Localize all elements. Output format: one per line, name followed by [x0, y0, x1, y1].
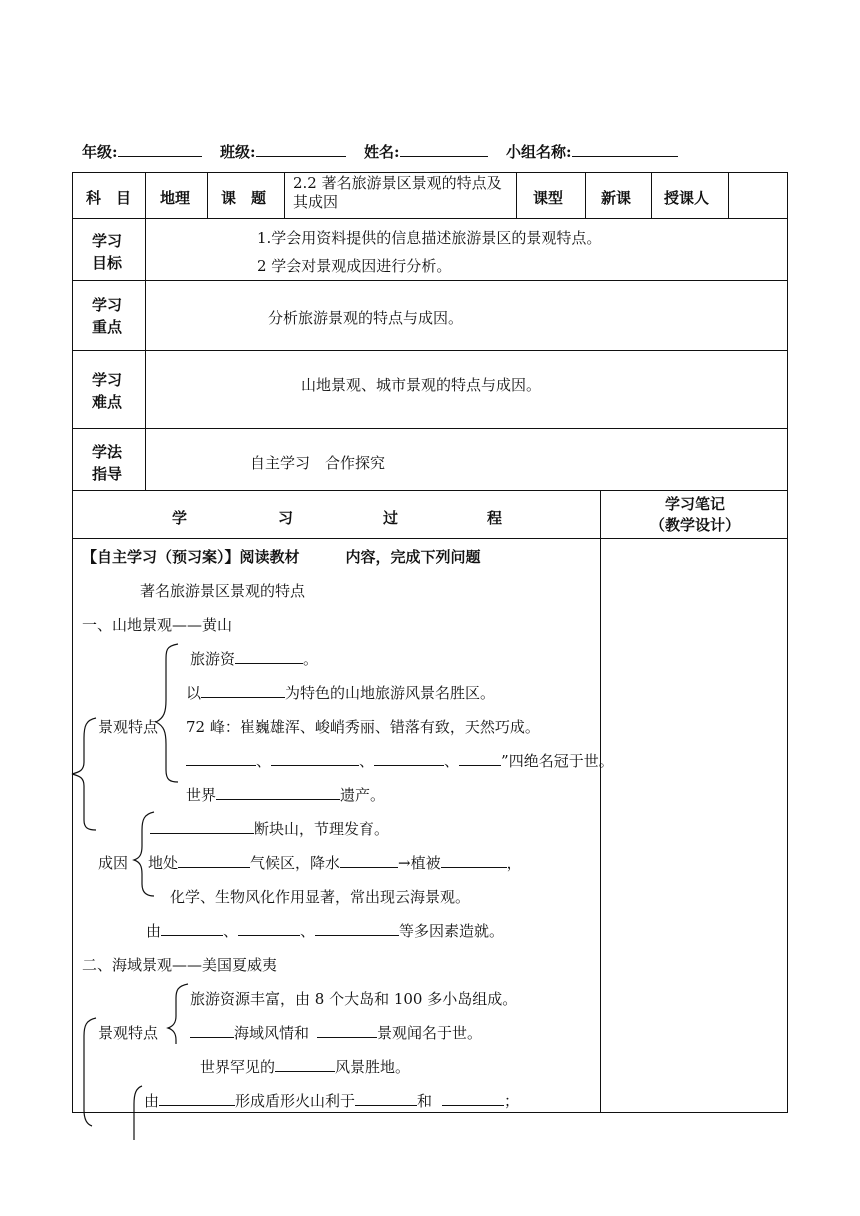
s1-summary-sep1: 、: [223, 922, 239, 940]
process-header-3: 过: [383, 509, 399, 527]
group-label: 小组名称:: [506, 143, 572, 161]
s1-cause2-d: ，: [506, 854, 522, 872]
brace-s1-features: [156, 644, 178, 782]
s1-summary-a: 由: [146, 922, 162, 940]
s2-feature-label: 景观特点: [98, 1024, 159, 1042]
difficulty-label-line1: 学习: [92, 371, 123, 389]
section2-title: 二、海域景观——美国夏威夷: [82, 956, 278, 974]
s1-line1-end: 。: [303, 650, 319, 668]
focus-text: 分析旅游景观的特点与成因。: [268, 309, 464, 327]
name-label: 姓名:: [364, 143, 400, 161]
goal-label-line1: 学习: [92, 232, 123, 250]
s1-line4-tail: ”四绝名冠于世。: [501, 752, 614, 770]
notes-header-line2: （教学设计）: [649, 516, 740, 534]
brace-s2-outer: [84, 1018, 96, 1126]
s2-line2-b: 景观闻名于世。: [377, 1024, 483, 1042]
s2-line1: 旅游资源丰富，由 8 个大岛和 100 多小岛组成。: [190, 990, 518, 1008]
type-value: 新课: [601, 189, 632, 207]
grade-label: 年级:: [82, 143, 118, 161]
brace-s1-outer: [72, 718, 96, 830]
s1-feature-label: 景观特点: [98, 718, 159, 736]
notes-header-line1: 学习笔记: [664, 495, 725, 513]
s2-line3-b: 风景胜地。: [335, 1058, 411, 1076]
intro-heading: 【自主学习（预习案）】阅读教材: [82, 548, 300, 566]
goal-label-line2: 目标: [92, 254, 123, 272]
subject-label: 科 目: [86, 189, 132, 207]
type-label: 课型: [533, 189, 564, 207]
topic-value: 2.2 著名旅游景区景观的特点及其成因: [293, 174, 502, 211]
method-text: 自主学习 合作探究: [250, 454, 386, 472]
process-header-1: 学: [172, 509, 188, 527]
s1-cause2-a: 地处: [148, 854, 179, 872]
s1-cause3: 化学、生物风化作用显著，常出现云海景观。: [170, 888, 471, 906]
teacher-label: 授课人: [664, 189, 710, 207]
s1-cause2-c: →植被: [398, 854, 441, 872]
difficulty-text: 山地景观、城市景观的特点与成因。: [301, 376, 542, 394]
goal-2: 2 学会对景观成因进行分析。: [257, 257, 452, 275]
focus-label-line1: 学习: [92, 296, 123, 314]
s1-line2-end: 为特色的山地旅游风景名胜区。: [285, 684, 496, 702]
method-label-line1: 学法: [92, 443, 123, 461]
s1-line1-text: 旅游资: [190, 650, 236, 668]
s1-line2-text: 以: [186, 684, 202, 702]
brace-s1-causes: [134, 812, 154, 896]
intro-tail: 内容，完成下列问题: [345, 548, 481, 566]
s2-line2-a: 海域风情和: [234, 1024, 310, 1042]
focus-label-line2: 重点: [92, 318, 123, 336]
s1-summary-tail: 等多因素造就。: [399, 922, 505, 940]
s2-cause-c: 和: [417, 1092, 433, 1110]
brace-s2-features: [168, 984, 188, 1044]
goal-1: 1.学会用资料提供的信息描述旅游景区的景观特点。: [257, 229, 602, 247]
s1-cause-label: 成因: [98, 854, 129, 872]
s2-line3-a: 世界罕见的: [200, 1058, 276, 1076]
s2-cause-a: 由: [144, 1092, 160, 1110]
class-label: 班级:: [220, 143, 256, 161]
process-header-4: 程: [487, 509, 503, 527]
s1-sep-2: 、: [359, 752, 375, 770]
s2-cause-b: 形成盾形火山利于: [235, 1092, 356, 1110]
subject-value: 地理: [160, 189, 191, 207]
s1-line5-end: 遗产。: [340, 786, 386, 804]
s1-summary-sep2: 、: [300, 922, 316, 940]
process-header-2: 习: [278, 509, 294, 527]
s2-cause-d: ；: [504, 1092, 520, 1110]
s1-line3: 72 峰：崔巍雄浑、峻峭秀丽、错落有致，天然巧成。: [186, 718, 540, 736]
s1-cause2-b: 气候区，降水: [250, 854, 341, 872]
difficulty-label-line2: 难点: [92, 393, 123, 411]
s1-cause1-text: 断块山，节理发育。: [254, 820, 390, 838]
section1-title: 一、山地景观——黄山: [82, 616, 233, 634]
subtitle: 著名旅游景区景观的特点: [140, 582, 306, 600]
brace-s2-causes: [134, 1086, 142, 1140]
method-label-line2: 指导: [92, 465, 123, 483]
topic-label: 课 题: [221, 189, 267, 207]
s1-sep-3: 、: [444, 752, 460, 770]
s1-line5-text: 世界: [186, 786, 217, 804]
s1-sep-1: 、: [256, 752, 272, 770]
